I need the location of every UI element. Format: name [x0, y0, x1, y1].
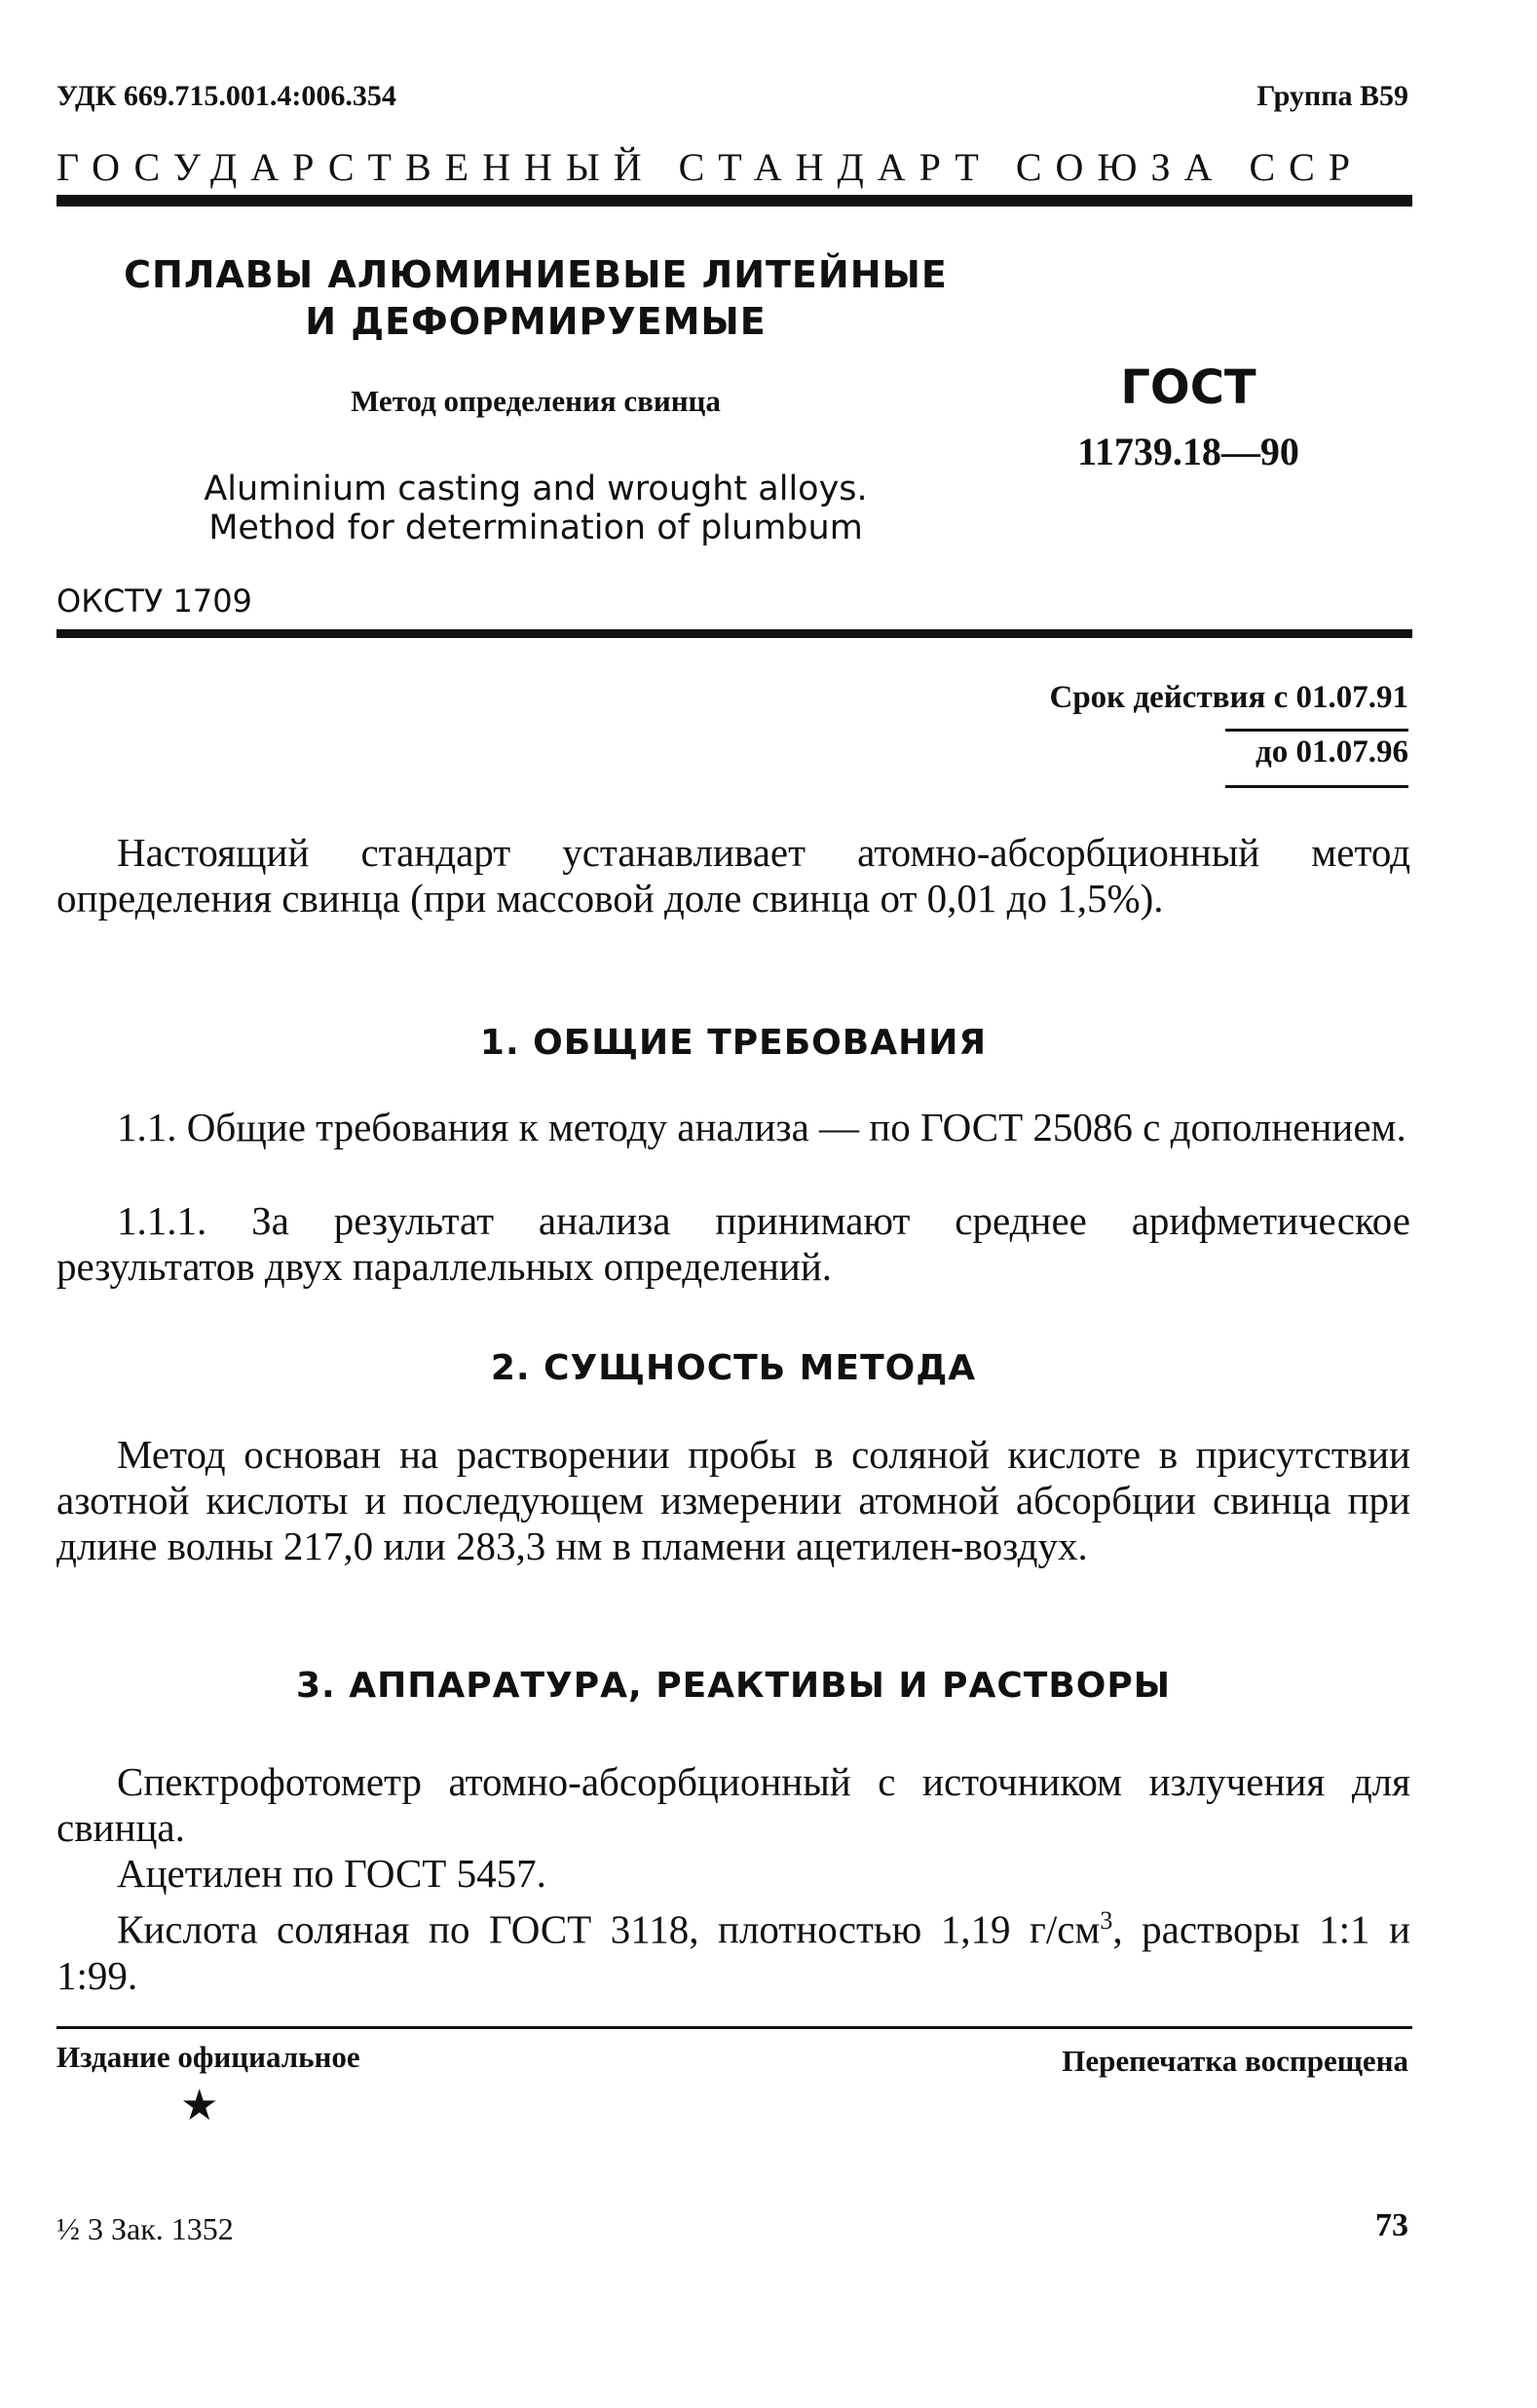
- validity-underline: [1225, 785, 1408, 788]
- footer-divider: [56, 2026, 1412, 2029]
- title-divider-thick: [56, 629, 1412, 638]
- paragraph-1-1: 1.1. Общие требования к методу анализа — по ГОСТ 25086 с дополнением.: [117, 1105, 1406, 1149]
- header-divider-thick: [56, 195, 1412, 207]
- star-icon: ★: [180, 2082, 219, 2129]
- english-title-line-1: Aluminium casting and wrought alloys.: [204, 470, 868, 508]
- section-2-heading: 2. СУЩНОСТЬ МЕТОДА: [490, 1348, 977, 1388]
- group-code: Группа В59: [1256, 80, 1408, 112]
- page-number: 73: [1375, 2207, 1408, 2243]
- acid-density-superscript: 3: [1100, 1906, 1113, 1935]
- paragraph-3-acetylene: Ацетилен по ГОСТ 5457.: [117, 1851, 546, 1896]
- paragraph-3-spectrophotometer: Спектрофотометр атомно-абсорбционный с источником излучения для свинца.: [56, 1759, 1410, 1850]
- state-standard-heading: ГОСУДАРСТВЕННЫЙ СТАНДАРТ СОЮЗА ССР: [56, 145, 1365, 189]
- acid-text-suffix: , растворы 1:1 и 1:99.: [56, 1906, 1410, 1998]
- section-3-heading: 3. АППАРАТУРА, РЕАКТИВЫ И РАСТВОРЫ: [295, 1666, 1172, 1706]
- validity-to: до 01.07.96: [1256, 734, 1408, 770]
- official-edition-label: Издание официальное: [56, 2040, 360, 2074]
- paragraph-2: Метод основан на растворении пробы в соляной кислоте в присутствии азотной кислоты и последующем измерении атомной абсорбции свинца при длине волны 217,0 или 283,3 нм в пламени ацетилен-воздух.: [56, 1432, 1410, 1568]
- paragraph-1-1-1: 1.1.1. За результат анализа принимают среднее арифметическое результатов двух параллельных определений.: [56, 1198, 1410, 1289]
- gost-label: ГОСТ: [1120, 360, 1256, 415]
- method-subtitle: Метод определения свинца: [351, 384, 721, 418]
- gost-number: 11739.18—90: [1077, 430, 1299, 473]
- okstu-code: ОКСТУ 1709: [56, 583, 252, 620]
- section-1-heading: 1. ОБЩИЕ ТРЕБОВАНИЯ: [479, 1023, 988, 1063]
- english-title: [107, 470, 964, 547]
- validity-from: Срок действия с 01.07.91: [1049, 680, 1408, 715]
- document-title: СПЛАВЫ АЛЮМИНИЕВЫЕ ЛИТЕЙНЫЕ И ДЕФОРМИРУЕМЫЕ: [124, 253, 948, 343]
- order-number: ½ 3 Зак. 1352: [56, 2211, 234, 2246]
- english-title-line-2: Method for determination of plumbum: [208, 508, 863, 547]
- intro-paragraph: Настоящий стандарт устанавливает атомно-абсорбционный метод определения свинца (при массовой доле свинца от 0,01 до 1,5%).: [56, 830, 1410, 921]
- reprint-prohibited-label: Перепечатка воспрещена: [1062, 2044, 1408, 2078]
- validity-divider: [1225, 729, 1408, 732]
- udk-code: УДК 669.715.001.4:006.354: [56, 80, 396, 112]
- acid-text-prefix: Кислота соляная по ГОСТ 3118, плотностью 1,19 г/см: [117, 1906, 1101, 1952]
- paragraph-3-hydrochloric-acid: [56, 1898, 1410, 1999]
